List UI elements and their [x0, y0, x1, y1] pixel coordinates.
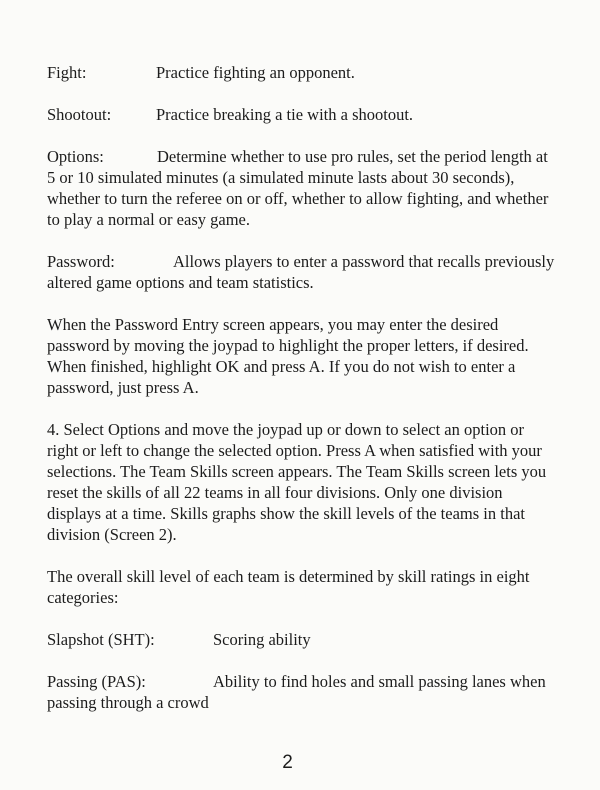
entry-text-first: Determine whether to use pro rules, set the period — [157, 147, 487, 166]
manual-page — [47, 62, 557, 713]
page-number: 2 — [282, 752, 293, 773]
skill-term: Slapshot (SHT): — [47, 630, 155, 649]
skill-text-rest: when passing through a crowd — [47, 672, 546, 712]
entry-shootout — [47, 104, 557, 125]
entry-term: Options: — [47, 147, 104, 166]
entry-password — [47, 251, 557, 293]
entry-term: Shootout: — [47, 105, 112, 124]
skill-text-first: Ability to find holes and small passing lanes — [213, 672, 506, 691]
entry-text-first: Allows players to enter a password that recalls — [173, 252, 481, 271]
entry-options — [47, 146, 557, 230]
entry-text: Practice fighting an opponent. — [156, 63, 355, 82]
entry-text: Practice breaking a tie with a shootout. — [156, 105, 414, 124]
entry-term: Password: — [47, 252, 115, 271]
skill-term: Passing (PAS): — [47, 672, 146, 691]
paragraph-select-options: 4. Select Options and move the joypad up or down to select an option or right or left to change the selected option. Press A when satisfied with your selections. The Team Skills screen appears. The Team Skills screen lets you reset the skills of all 22 teams in all four divisions. Only one division displays at a time. Skills graphs show the skill levels of the teams in that division (Screen 2). — [47, 420, 547, 544]
paragraph-password-entry: When the Password Entry screen appears, you may enter the desired password by moving the joypad to highlight the proper letters, if desired. When finished, highlight OK and press A. If you do not wish to enter a password, just press A. — [47, 315, 529, 397]
entry-text-rest: previously altered game options and team statistics. — [47, 252, 555, 292]
skill-passing — [47, 671, 557, 713]
entry-fight — [47, 62, 557, 83]
skill-slapshot — [47, 629, 557, 650]
paragraph-skill-levels: The overall skill level of each team is determined by skill ratings in eight categories: — [47, 567, 530, 607]
entry-term: Fight: — [47, 63, 87, 82]
skill-text: Scoring ability — [213, 630, 311, 649]
entry-text-rest: length at 5 or 10 simulated minutes (a simulated minute lasts about 30 seconds), whether to turn the referee on or off, whether to allow fighting, and whether to play a normal or easy game. — [47, 147, 549, 229]
